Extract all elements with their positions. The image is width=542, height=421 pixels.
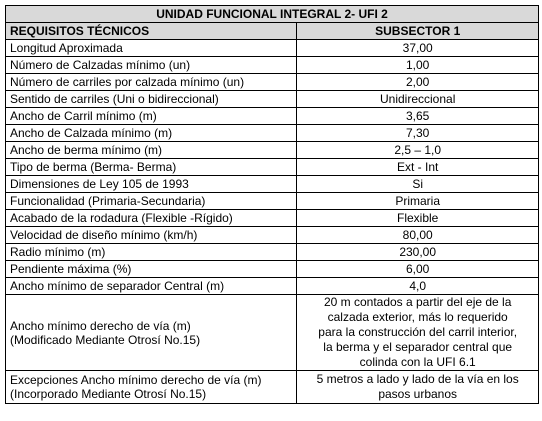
row-label: Velocidad de diseño mínimo (km/h)	[6, 227, 297, 244]
row-value: 6,00	[297, 261, 539, 278]
column-header-requirements: REQUISITOS TÉCNICOS	[6, 23, 297, 40]
table-row	[6, 210, 539, 227]
table-row	[6, 244, 539, 261]
row-value: 1,00	[297, 57, 539, 74]
table-row	[6, 278, 539, 295]
table-row	[6, 108, 539, 125]
column-header-subsector: SUBSECTOR 1	[297, 23, 539, 40]
row-value: Flexible	[297, 210, 539, 227]
row-label: Pendiente máxima (%)	[6, 261, 297, 278]
row-value	[297, 295, 539, 371]
row-label: Dimensiones de Ley 105 de 1993	[6, 176, 297, 193]
row-value-line: la berma y el separador central que	[323, 340, 513, 354]
row-label: Tipo de berma (Berma- Berma)	[6, 159, 297, 176]
row-value-line: pasos urbanos	[378, 387, 458, 401]
table-row	[6, 57, 539, 74]
row-label-line: Ancho mínimo derecho de vía (m)	[10, 318, 191, 333]
row-label: Acabado de la rodadura (Flexible -Rígido)	[6, 210, 297, 227]
row-label: Ancho de Carril mínimo (m)	[6, 108, 297, 125]
row-value-line: 5 metros a lado y lado de la vía en los	[316, 372, 519, 386]
row-value: 3,65	[297, 108, 539, 125]
row-label-note: (Modificado Mediante Otrosí No.15)	[10, 332, 201, 347]
table-row	[6, 261, 539, 278]
table-title-row	[6, 6, 539, 23]
table-row	[6, 40, 539, 57]
row-label-note: (Incorporado Mediante Otrosí No.15)	[10, 387, 207, 401]
table-header-row	[6, 23, 539, 40]
row-value-line: para la construcción del carril interior,	[318, 325, 518, 339]
table-row	[6, 91, 539, 108]
row-value: 80,00	[297, 227, 539, 244]
technical-requirements-table	[5, 5, 539, 404]
table-row	[6, 193, 539, 210]
table-row	[6, 227, 539, 244]
row-value: 7,30	[297, 125, 539, 142]
row-value: Ext - Int	[297, 159, 539, 176]
row-value-line: calzada exterior, más lo requerido	[327, 310, 508, 324]
row-label: Sentido de carriles (Uni o bidireccional)	[6, 91, 297, 108]
row-label	[6, 295, 297, 371]
row-value: Primaria	[297, 193, 539, 210]
row-value: 4,0	[297, 278, 539, 295]
table-row	[6, 159, 539, 176]
table-row	[6, 176, 539, 193]
row-label: Longitud Aproximada	[6, 40, 297, 57]
row-label-line: Excepciones Ancho mínimo derecho de vía (m)	[10, 373, 262, 387]
table-row-right-of-way	[6, 295, 539, 371]
row-label: Número de carriles por calzada mínimo (un)	[6, 74, 297, 91]
row-value: 2,00	[297, 74, 539, 91]
row-label: Funcionalidad (Primaria-Secundaria)	[6, 193, 297, 210]
table-row-exceptions	[6, 371, 539, 404]
row-label: Ancho de Calzada mínimo (m)	[6, 125, 297, 142]
row-label: Ancho mínimo de separador Central (m)	[6, 278, 297, 295]
row-value: Unidireccional	[297, 91, 539, 108]
row-value: 230,00	[297, 244, 539, 261]
table-row	[6, 142, 539, 159]
row-label: Radio mínimo (m)	[6, 244, 297, 261]
table-row	[6, 125, 539, 142]
row-value: 2,5 – 1,0	[297, 142, 539, 159]
row-label: Ancho de berma mínimo (m)	[6, 142, 297, 159]
row-value-line: 20 m contados a partir del eje de la	[323, 295, 512, 309]
table-title: UNIDAD FUNCIONAL INTEGRAL 2- UFI 2	[6, 6, 539, 23]
table-row	[6, 74, 539, 91]
row-value	[297, 371, 539, 404]
row-label	[6, 371, 297, 404]
row-label: Número de Calzadas mínimo (un)	[6, 57, 297, 74]
row-value: Si	[297, 176, 539, 193]
row-value-line: colinda con la UFI 6.1	[359, 355, 476, 369]
row-value: 37,00	[297, 40, 539, 57]
